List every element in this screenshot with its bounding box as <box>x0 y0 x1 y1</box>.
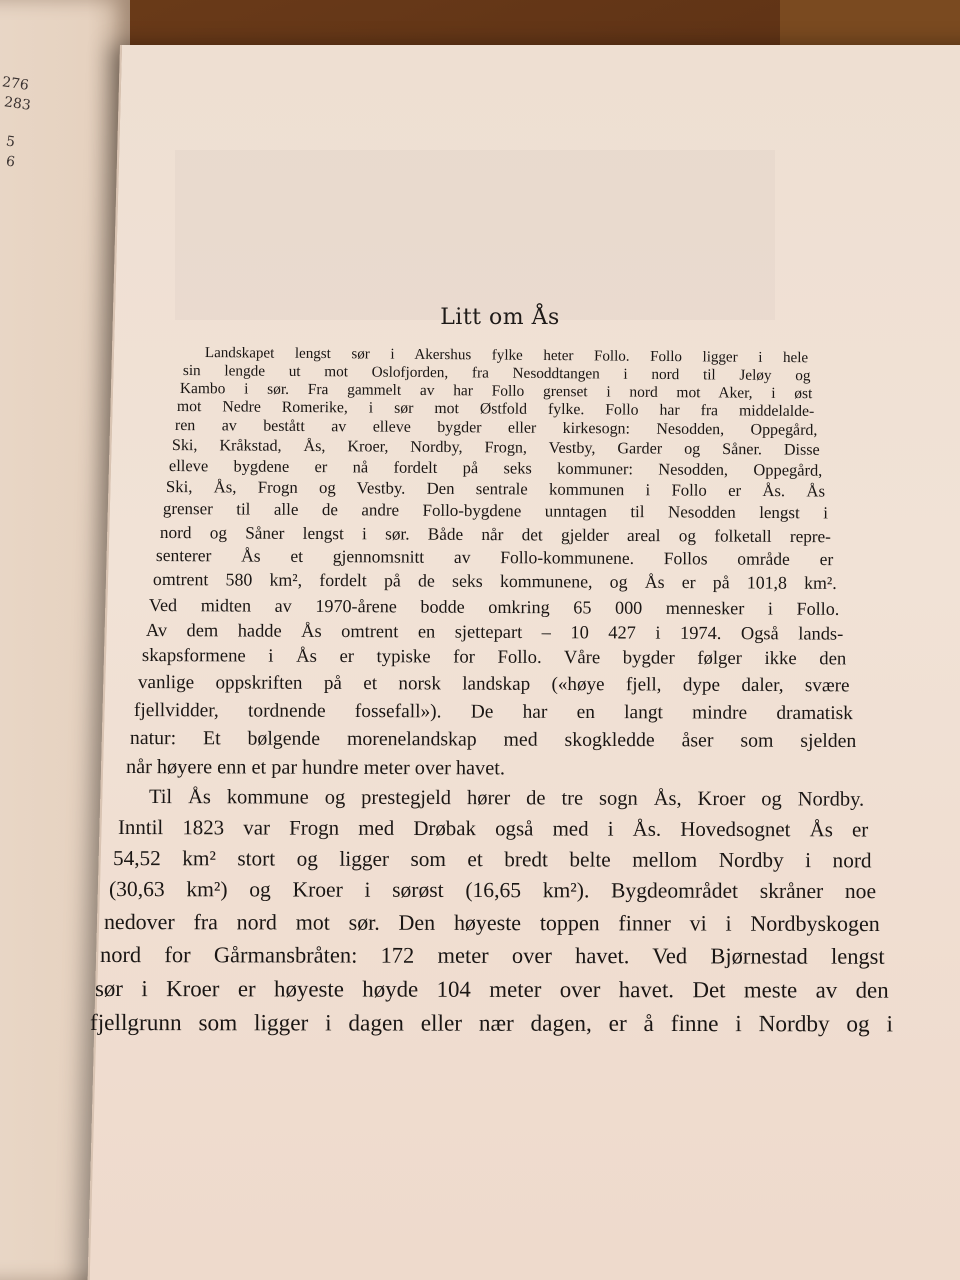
text-line: ren av bestått av elleve bygder eller kirkesogn: Nesodden, Oppegård, <box>174 417 818 440</box>
text-line: Av dem hadde Ås omtrent en sjettepart – 10 427 i 1974. Også lands- <box>145 619 844 644</box>
text-line: natur: Et bølgende morenelandskap med skogkledde åser som sjelden <box>130 726 857 752</box>
text-line: omtrent 580 km², fordelt på de seks kommunene, og Ås er på 101,8 km². <box>152 568 837 593</box>
left-page-number: 276 <box>1 74 30 94</box>
text-line: nord og Såner lengst i sør. Både når det gjelder areal og folketall repre- <box>159 522 831 547</box>
text-line: grenser til alle de andre Follo-bygdene unntagen til Nesodden lengst i <box>162 499 828 523</box>
text-line: (30,63 km²) og Kroer i sørøst (16,65 km²). Bygdeområdet skråner noe <box>108 877 876 904</box>
text-line: Til Ås kommune og prestegjeld hører de tre sogn Ås, Kroer og Nordby. <box>148 785 865 811</box>
text-line: sin lengde ut mot Oslofjorden, fra Nesoddtangen i nord til Jeløy og <box>182 362 811 385</box>
text-line: fjellvidder, tordnende fossefall»). De har en langt mindre dramatisk <box>134 699 854 724</box>
text-line: elleve bygdene er nå fordelt på seks kommuner: Nesodden, Oppegård, <box>168 456 823 480</box>
text-line: Ski, Kråkstad, Ås, Kroer, Nordby, Frogn, Vestby, Garder og Såner. Disse <box>171 436 820 459</box>
text-line: Kambo i sør. Fra gammelt av har Follo grenset i nord mot Aker, i øst <box>179 379 813 402</box>
text-line: nedover fra nord mot sør. Den høyeste toppen finner vi i Nordbyskogen <box>104 909 881 937</box>
left-page-number: 283 <box>3 94 32 114</box>
text-line: Ved midten av 1970-årene bodde omkring 65 000 mennesker i Follo. <box>149 594 840 619</box>
text-line: 54,52 km² stort og ligger som et bredt belte mellom Nordby i nord <box>113 845 872 873</box>
body-text <box>0 340 960 1280</box>
left-page-number: 5 <box>4 133 16 151</box>
text-line: Ski, Ås, Frogn og Vestby. Den sentrale kommunen i Follo er Ås. Ås <box>165 477 826 501</box>
text-line: Inntil 1823 var Frogn med Drøbak også med i Ås. Hovedsognet Ås er <box>117 814 869 842</box>
page-header-band <box>175 150 775 320</box>
text-line: Landskapet lengst sør i Akershus fylke heter Follo. Follo ligger i hele <box>204 345 808 367</box>
text-line: skapsformene i Ås er typiske for Follo. Våre bygder følger ikke den <box>142 644 847 670</box>
chapter-title: Litt om Ås <box>440 305 560 330</box>
text-line: sør i Kroer er høyeste høyde 104 meter over havet. Det meste av den <box>94 975 889 1003</box>
text-line: når høyere enn et par hundre meter over havet. <box>126 756 506 780</box>
text-line: fjellgrunn som ligger i dagen eller nær dagen, er å finne i Nordby og i <box>89 1010 894 1038</box>
text-line: senterer Ås et gjennomsnitt av Follo-kommunene. Follos område er <box>156 545 834 570</box>
text-line: nord for Gårmansbråten: 172 meter over havet. Ved Bjørnestad lengst <box>99 942 885 969</box>
text-line: mot Nedre Romerike, i sør mot Østfold fylke. Follo har fra middelalde- <box>177 398 815 421</box>
left-page-number: 6 <box>4 153 16 171</box>
text-line: vanlige oppskriften på et norsk landskap («høye fjell, dype daler, svære <box>138 672 850 697</box>
